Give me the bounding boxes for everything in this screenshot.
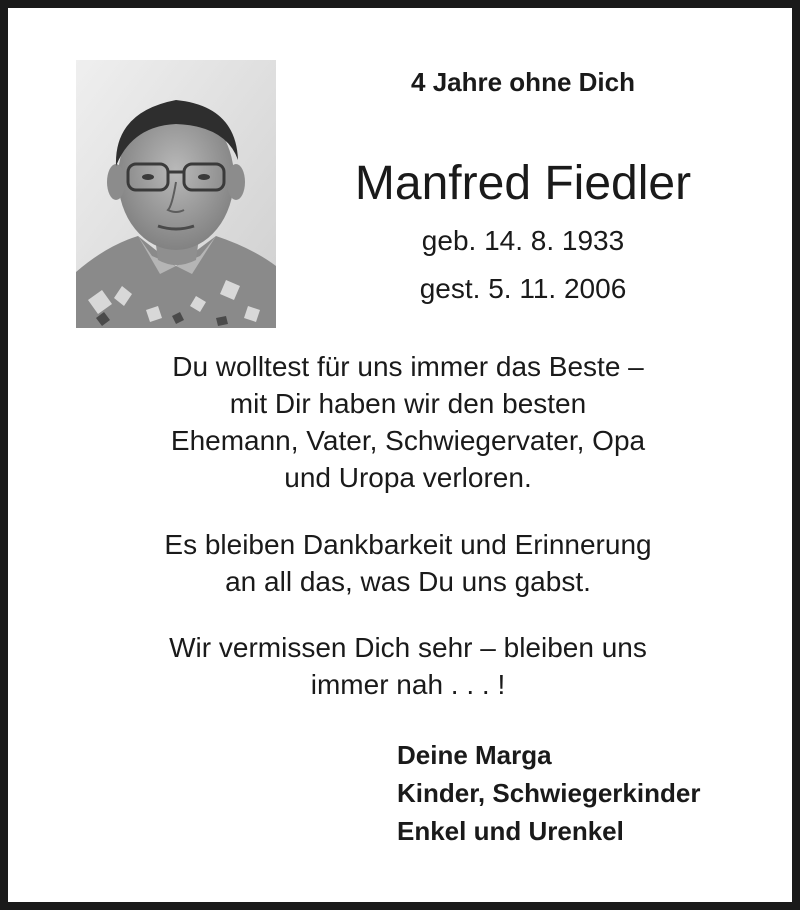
verse-paragraph (48, 526, 768, 600)
verse-line: und Uropa verloren. (284, 462, 532, 493)
death-date: gest. 5. 11. 2006 (419, 273, 627, 304)
verse-line: immer nah . . . ! (310, 669, 506, 700)
verse-line: Ehemann, Vater, Schwiegervater, Opa (170, 425, 646, 456)
verse-paragraph (48, 629, 768, 703)
verse-line: Wir vermissen Dich sehr – bleiben uns (169, 632, 647, 663)
mourners-signoff (397, 736, 700, 850)
signoff-line: Kinder, Schwiegerkinder (397, 778, 701, 808)
portrait-image (76, 60, 276, 328)
verse-line: Du wolltest für uns immer das Beste – (172, 351, 644, 382)
signoff-line: Enkel und Urenkel (397, 816, 624, 846)
verse-line: Es bleiben Dankbarkeit und Erinnerung (164, 529, 652, 560)
deceased-name: Manfred Fiedler (354, 157, 692, 210)
signoff-line: Deine Marga (397, 740, 552, 770)
birth-date: geb. 14. 8. 1933 (421, 225, 625, 256)
portrait-photo (76, 60, 276, 328)
verse-paragraph (48, 348, 768, 496)
memorial-heading: 4 Jahre ohne Dich (411, 67, 635, 97)
verse-line: mit Dir haben wir den besten (229, 388, 587, 419)
verse-line: an all das, was Du uns gabst. (225, 566, 591, 597)
